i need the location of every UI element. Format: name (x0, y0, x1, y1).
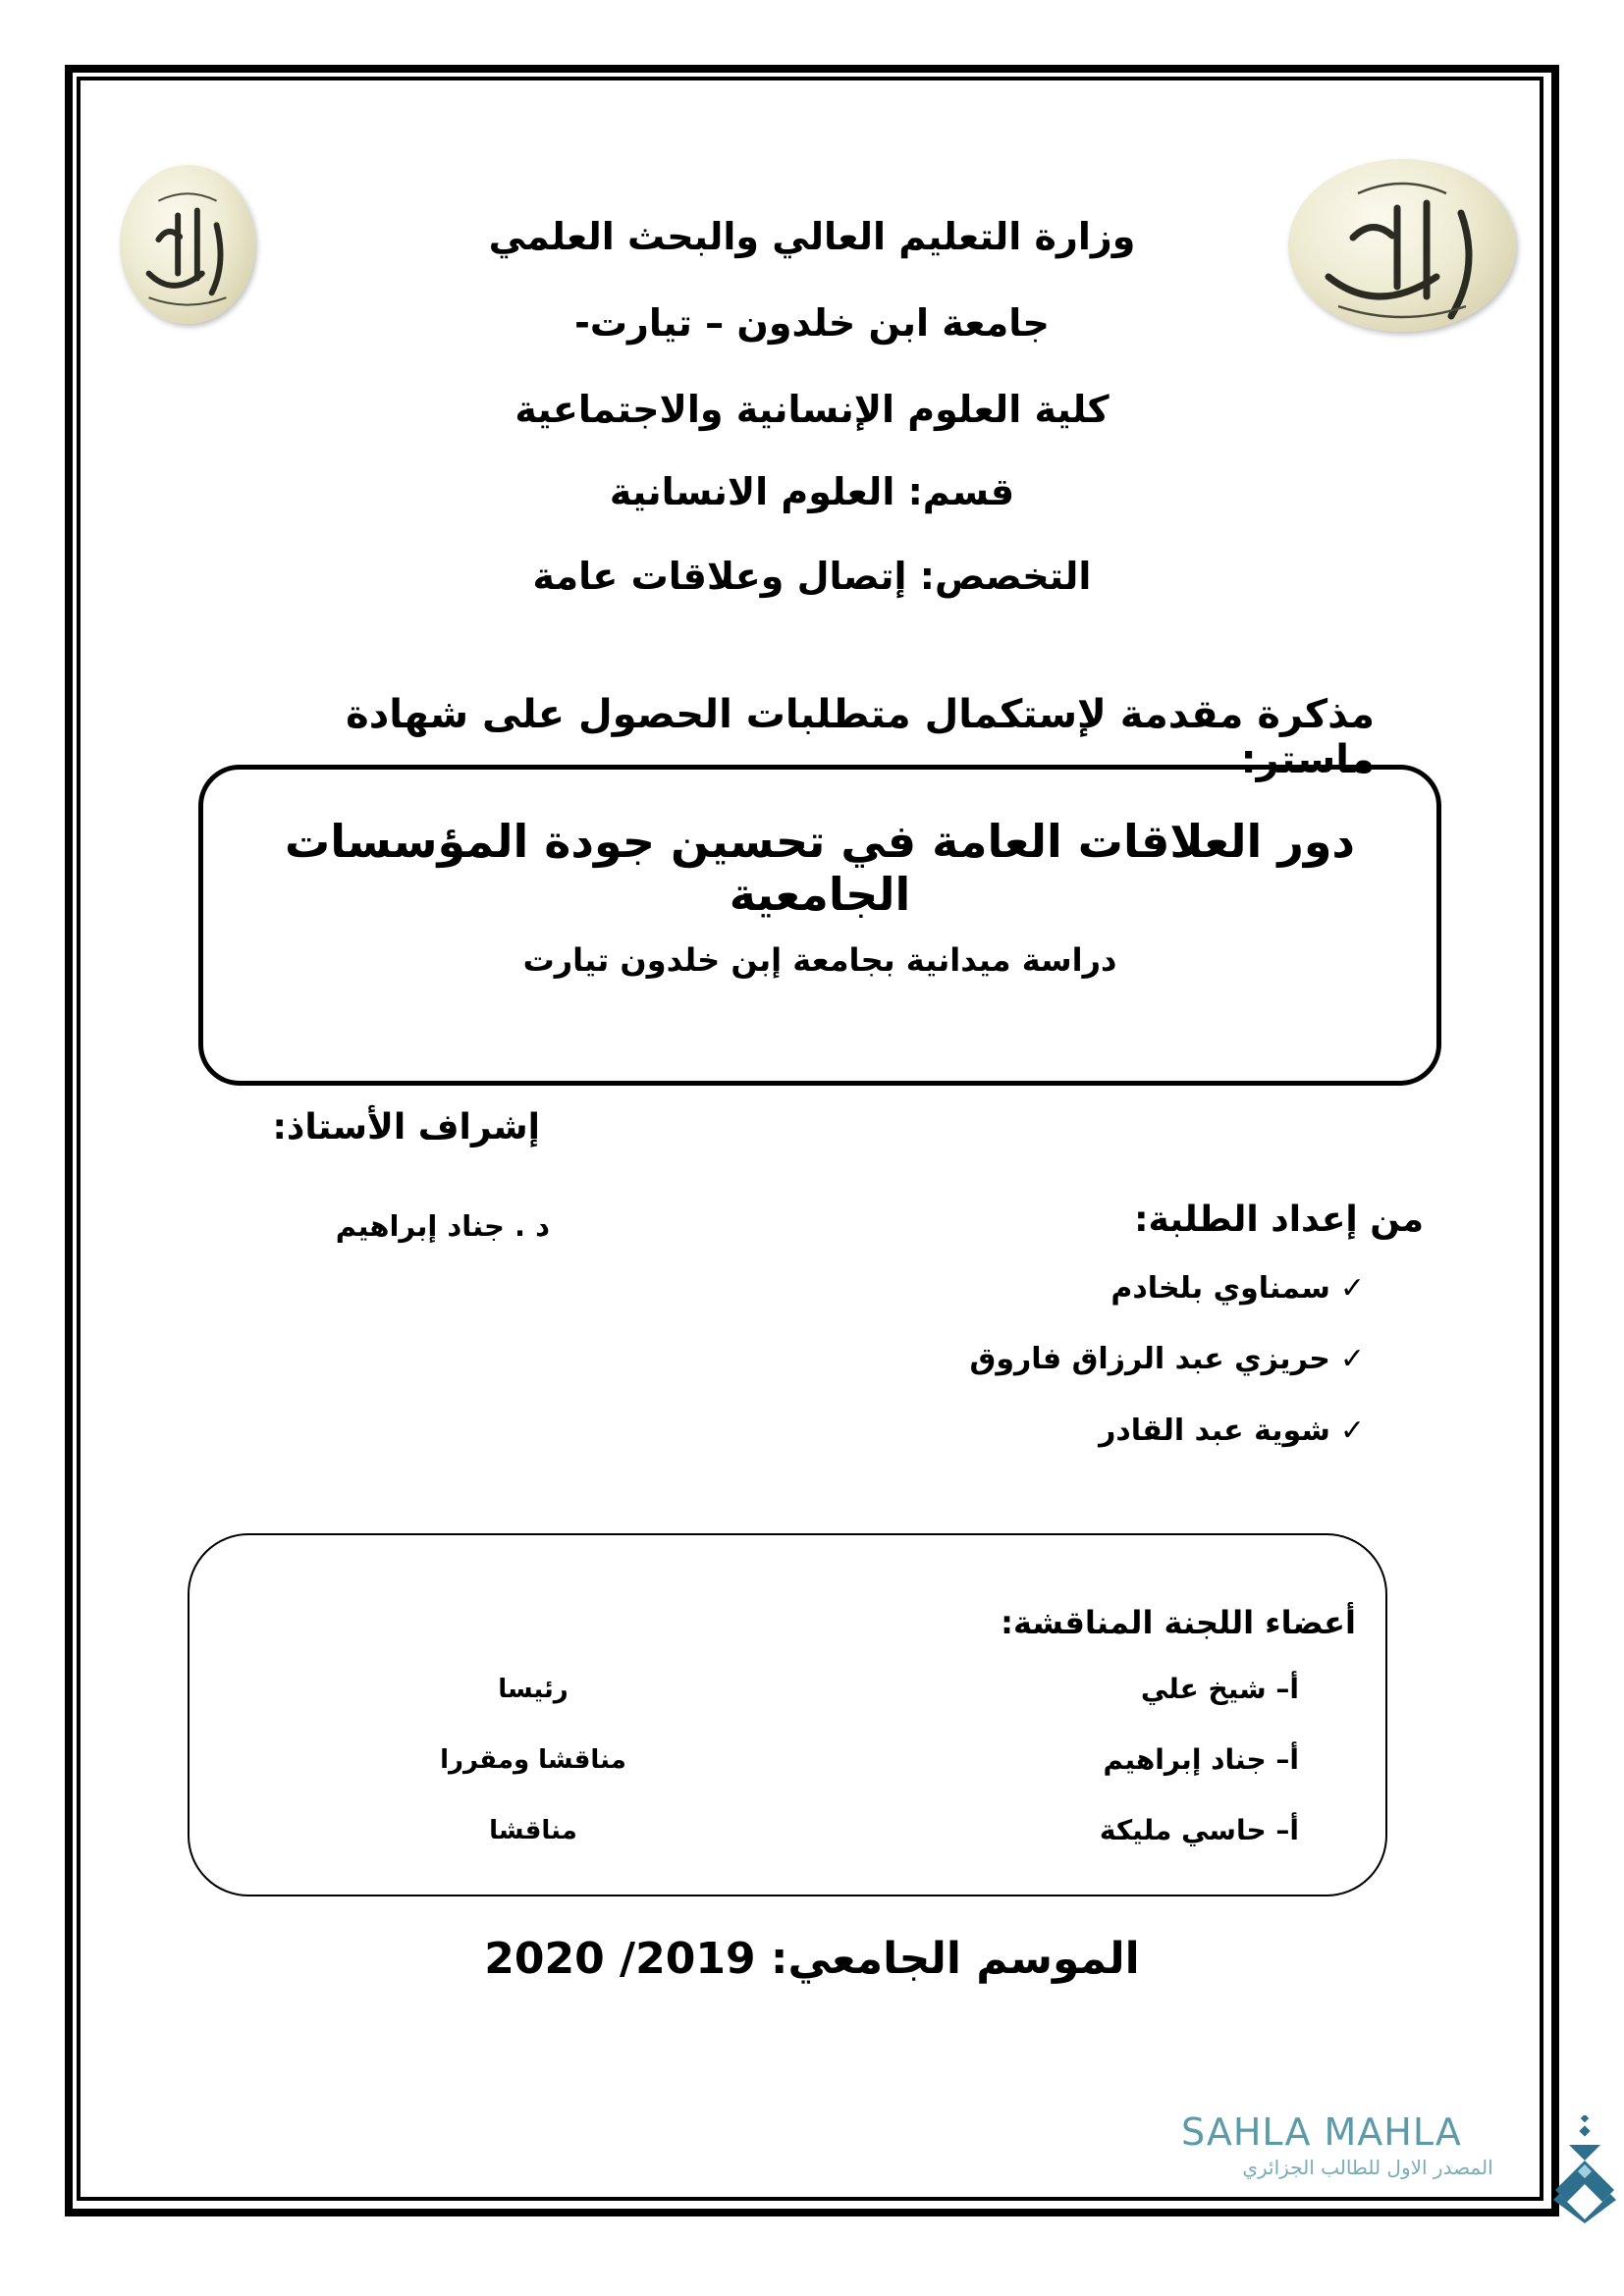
supervision-label: إشراف الأستاذ: (272, 1107, 540, 1148)
student-item (884, 1342, 1365, 1376)
student-name: حريزي عبد الرزاق فاروق (969, 1342, 1330, 1376)
student-name: سمناوي بلخادم (1110, 1271, 1330, 1306)
memo-statement: مذكرة مقدمة لإستكمال متطلبات الحصول على شهادة ماستر: (346, 692, 1375, 782)
committee-member-role: مناقشا (489, 1816, 577, 1845)
academic-year: الموسم الجامعي: 2019/ 2020 (484, 1934, 1140, 1984)
checkmark-icon: ✓ (1339, 1342, 1365, 1376)
thesis-subtitle: دراسة ميدانية بجامعة إبن خلدون تيارت (522, 941, 1117, 979)
thesis-title-box (198, 765, 1441, 1086)
students-label: من إعداد الطلبة: (1134, 1200, 1424, 1240)
student-name: شوية عبد القادر (1099, 1414, 1330, 1448)
sahla-mahla-watermark (1178, 2110, 1591, 2218)
thesis-title: دور العلاقات العامة في تحسين جودة المؤسسات الجامعية (284, 815, 1356, 921)
student-item (884, 1271, 1365, 1306)
committee-member-name: أ– حاسي مليكة (1099, 1814, 1299, 1846)
university-name: جامعة ابن خلدون – تيارت- (574, 301, 1050, 345)
ministry-name: وزارة التعليم العالي والبحث العلمي (488, 215, 1136, 258)
committee-label: أعضاء اللجنة المناقشة: (1001, 1604, 1356, 1641)
checkmark-icon: ✓ (1339, 1414, 1365, 1448)
checkmark-icon: ✓ (1339, 1271, 1365, 1306)
committee-member-name: أ– جناد إبراهيم (1103, 1743, 1299, 1776)
committee-box (188, 1533, 1387, 1896)
specialty-name: التخصص: إتصال وعلاقات عامة (532, 555, 1092, 598)
watermark-subtitle: المصدر الاول للطالب الجزائري (1242, 2156, 1493, 2179)
faculty-name: كلية العلوم الإنسانية والاجتماعية (514, 388, 1110, 431)
committee-member-role: رئيسا (498, 1675, 568, 1704)
department-name: قسم: العلوم الانسانية (609, 470, 1015, 513)
committee-member-role: مناقشا ومقررا (440, 1745, 626, 1775)
supervisor-name: د . جناد إبراهيم (335, 1209, 550, 1243)
watermark-title: SAHLA MAHLA (1181, 2110, 1462, 2154)
committee-member-name: أ– شيخ علي (1140, 1673, 1299, 1705)
sahla-mahla-logo-icon (1549, 2115, 1620, 2223)
student-item (884, 1414, 1365, 1448)
